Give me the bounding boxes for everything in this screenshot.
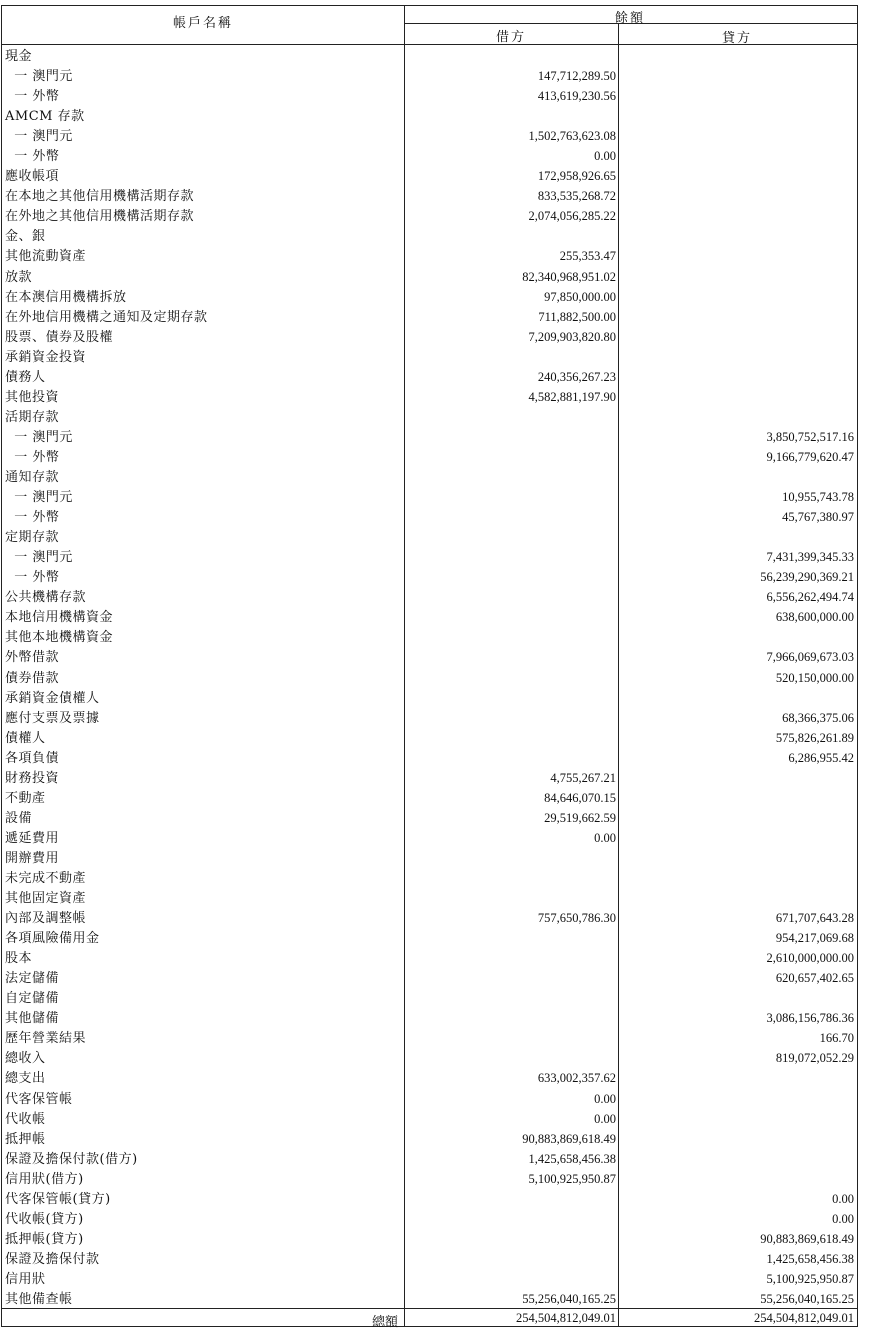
account-name: 代客保管帳(貸方) <box>5 1192 111 1207</box>
debit-amount: 1,425,658,456.38 <box>528 1152 616 1166</box>
debit-amount: 240,356,267.23 <box>537 370 616 384</box>
account-name: 未完成不動產 <box>5 871 87 886</box>
account-name: 債務人 <box>5 370 46 385</box>
account-name: 應付支票及票據 <box>5 711 100 726</box>
account-name: 外幣借款 <box>5 650 60 665</box>
column-divider-name <box>404 6 405 1326</box>
account-name: 通知存款 <box>5 470 60 485</box>
debit-amount: 2,074,056,285.22 <box>528 209 616 223</box>
credit-amount: 671,707,643.28 <box>775 911 854 925</box>
credit-amount: 7,431,399,345.33 <box>766 550 854 564</box>
debit-amount: 147,712,289.50 <box>537 69 616 83</box>
account-name: 其他本地機構資金 <box>5 630 114 645</box>
account-name: 歷年營業結果 <box>5 1031 87 1046</box>
total-credit: 254,504,812,049.01 <box>754 1311 854 1325</box>
account-name: 總支出 <box>5 1071 46 1086</box>
account-name: 一 澳門元 <box>5 490 73 505</box>
debit-amount: 97,850,000.00 <box>544 290 616 304</box>
debit-amount: 413,619,230.56 <box>537 89 616 103</box>
account-name: 不動產 <box>5 791 46 806</box>
account-name: 應收帳項 <box>5 169 60 184</box>
account-name: 承銷資金投資 <box>5 350 87 365</box>
account-name: 法定儲備 <box>5 971 60 986</box>
total-top-rule <box>2 1308 857 1309</box>
header-credit: 貸方 <box>721 31 752 46</box>
account-name: 一 澳門元 <box>5 550 73 565</box>
credit-amount: 2,610,000,000.00 <box>766 951 854 965</box>
debit-amount: 711,882,500.00 <box>538 310 616 324</box>
credit-amount: 3,086,156,786.36 <box>766 1011 854 1025</box>
account-name: 定期存款 <box>5 530 60 545</box>
column-divider-debit <box>618 24 619 1326</box>
account-name: 遞延費用 <box>5 831 60 846</box>
account-name: 本地信用機構資金 <box>5 610 114 625</box>
debit-amount: 757,650,786.30 <box>537 911 616 925</box>
account-name: 放款 <box>5 270 33 285</box>
credit-amount: 56,239,290,369.21 <box>760 570 854 584</box>
account-name: 債券借款 <box>5 671 60 686</box>
credit-amount: 3,850,752,517.16 <box>766 430 854 444</box>
debit-amount: 55,256,040,165.25 <box>522 1292 616 1306</box>
account-name: 一 外幣 <box>5 149 60 164</box>
account-name: 其他固定資產 <box>5 891 87 906</box>
credit-amount: 55,256,040,165.25 <box>760 1292 854 1306</box>
account-name: 一 澳門元 <box>5 129 73 144</box>
debit-amount: 255,353.47 <box>559 249 616 263</box>
account-name: 代客保管帳 <box>5 1092 73 1107</box>
credit-amount: 166.70 <box>819 1031 854 1045</box>
account-name: 設備 <box>5 811 33 826</box>
credit-amount: 7,966,069,673.03 <box>766 650 854 664</box>
debit-amount: 172,958,926.65 <box>537 169 616 183</box>
debit-amount: 0.00 <box>594 831 616 845</box>
credit-amount: 819,072,052.29 <box>775 1051 854 1065</box>
debit-amount: 84,646,070.15 <box>544 791 616 805</box>
account-name: 自定儲備 <box>5 991 60 1006</box>
account-name: 總收入 <box>5 1051 46 1066</box>
debit-amount: 4,582,881,197.90 <box>528 390 616 404</box>
account-name: 信用狀 <box>5 1272 46 1287</box>
account-name: 一 外幣 <box>5 450 60 465</box>
credit-amount: 6,286,955.42 <box>788 751 854 765</box>
debit-amount: 0.00 <box>594 1112 616 1126</box>
credit-amount: 90,883,869,618.49 <box>760 1232 854 1246</box>
account-name: 在外地信用機構之通知及定期存款 <box>5 310 208 325</box>
debit-amount: 29,519,662.59 <box>544 811 616 825</box>
account-name: 債權人 <box>5 731 46 746</box>
header-account-name: 帳戶名稱 <box>172 16 233 31</box>
debit-amount: 82,340,968,951.02 <box>522 270 616 284</box>
account-name: 抵押帳 <box>5 1132 46 1147</box>
debit-amount: 7,209,903,820.80 <box>528 330 616 344</box>
account-name: 在本地之其他信用機構活期存款 <box>5 189 195 204</box>
account-name: 公共機構存款 <box>5 590 87 605</box>
credit-amount: 9,166,779,620.47 <box>766 450 854 464</box>
credit-amount: 0.00 <box>832 1192 854 1206</box>
account-name: 財務投資 <box>5 771 60 786</box>
account-name: 抵押帳(貸方) <box>5 1232 84 1247</box>
account-name: 其他備查帳 <box>5 1292 73 1307</box>
credit-amount: 620,657,402.65 <box>775 971 854 985</box>
account-name: 承銷資金債權人 <box>5 691 100 706</box>
account-name: 保證及擔保付款(借方) <box>5 1152 138 1167</box>
debit-amount: 633,002,357.62 <box>537 1071 616 1085</box>
account-name: 各項風險備用金 <box>5 931 100 946</box>
account-name: 金、銀 <box>5 229 46 244</box>
credit-amount: 10,955,743.78 <box>782 490 854 504</box>
credit-amount: 5,100,925,950.87 <box>766 1272 854 1286</box>
debit-amount: 0.00 <box>594 1092 616 1106</box>
account-name: 活期存款 <box>5 410 60 425</box>
trial-balance-table <box>1 5 858 1330</box>
account-name: 保證及擔保付款 <box>5 1252 100 1267</box>
account-name: 一 外幣 <box>5 510 60 525</box>
debit-amount: 0.00 <box>594 149 616 163</box>
credit-amount: 45,767,380.97 <box>782 510 854 524</box>
debit-amount: 4,755,267.21 <box>550 771 616 785</box>
header-debit: 借方 <box>495 30 526 45</box>
account-name: 股本 <box>5 951 33 966</box>
credit-amount: 0.00 <box>832 1212 854 1226</box>
account-name: 一 外幣 <box>5 89 60 104</box>
credit-amount: 575,826,261.89 <box>775 731 854 745</box>
account-name: 股票、債券及股權 <box>5 330 114 345</box>
account-name: 在本澳信用機構拆放 <box>5 290 127 305</box>
account-name: 一 澳門元 <box>5 69 73 84</box>
account-name: 在外地之其他信用機構活期存款 <box>5 209 195 224</box>
account-name: 代收帳(貸方) <box>5 1212 84 1227</box>
total-debit: 254,504,812,049.01 <box>516 1311 616 1325</box>
credit-amount: 1,425,658,456.38 <box>766 1252 854 1266</box>
account-name: 內部及調整帳 <box>5 911 87 926</box>
debit-amount: 1,502,763,623.08 <box>528 129 616 143</box>
debit-amount: 833,535,268.72 <box>537 189 616 203</box>
total-label: 總額 <box>371 1315 398 1330</box>
account-name: 開辦費用 <box>5 851 60 866</box>
account-name: 其他投資 <box>5 390 60 405</box>
credit-amount: 68,366,375.06 <box>782 711 854 725</box>
debit-amount: 5,100,925,950.87 <box>528 1172 616 1186</box>
credit-amount: 638,600,000.00 <box>775 610 854 624</box>
account-name: 其他儲備 <box>5 1011 60 1026</box>
account-name: 其他流動資產 <box>5 249 87 264</box>
account-name: 一 外幣 <box>5 570 60 585</box>
header-balance: 餘額 <box>614 11 645 26</box>
credit-amount: 954,217,069.68 <box>775 931 854 945</box>
credit-amount: 6,556,262,494.74 <box>766 590 854 604</box>
account-name: 代收帳 <box>5 1112 46 1127</box>
credit-amount: 520,150,000.00 <box>775 671 854 685</box>
account-name: 信用狀(借方) <box>5 1172 84 1187</box>
account-name: AMCM 存款 <box>5 109 85 124</box>
account-name: 現金 <box>5 49 33 64</box>
account-name: 一 澳門元 <box>5 430 73 445</box>
debit-amount: 90,883,869,618.49 <box>522 1132 616 1146</box>
account-name: 各項負債 <box>5 751 60 766</box>
